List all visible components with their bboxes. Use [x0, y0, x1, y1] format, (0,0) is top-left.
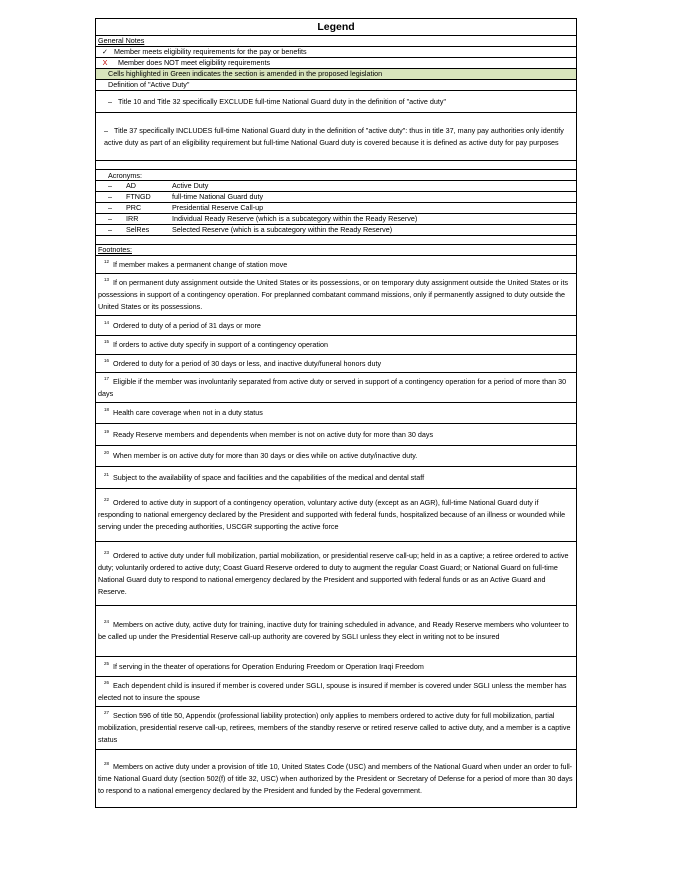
footnote-text: If serving in the theater of operations for Operation Enduring Freedom or Operation Iraqi Freedom — [113, 661, 424, 671]
footnote-text: Members on active duty under a provision of title 10, United States Code (USC) and members of the National Guard when under an order to full-time National Guard duty (section 502(f) of title 32, USC) when authorized by the President or Secretary of Defense for a period of more than 30 days to respond to a national emergency declared by the President and funded by the Federal government. — [98, 761, 573, 795]
dash-glyph: – — [108, 181, 112, 190]
footnote-row — [96, 316, 576, 336]
acronym-row — [96, 203, 576, 214]
acronym-row — [96, 192, 576, 203]
acronym-abbr: AD — [126, 181, 136, 190]
acronym-abbr: FTNGD — [126, 192, 151, 201]
footnote-number: 22 — [104, 497, 110, 502]
dash-glyph: – — [108, 214, 112, 223]
acronyms-header: Acronyms: — [96, 170, 576, 181]
footnote-text: If orders to active duty specify in support of a contingency operation — [113, 340, 328, 349]
legend-title: Legend — [96, 19, 576, 36]
footnote-number: 18 — [104, 407, 110, 412]
footnote-row — [96, 446, 576, 467]
footnote-number: 24 — [104, 619, 110, 624]
footnote-text: Ordered to active duty under full mobilization, partial mobilization, or presidential reserve call-up; held in as a captive; a retiree ordered to active duty; voluntarily ordered to active duty; Coast Guard Reserve ordered to duty to augment the regular Coast Guard; or National Guard on full-time National Guard duty to respond to national emergency declared by the President and supported with federal funds or as an Active Guard and Reserve. — [98, 550, 569, 596]
dash-glyph: – — [108, 225, 112, 234]
footnote-row — [96, 373, 576, 403]
footnote-number: 13 — [104, 276, 110, 282]
footnote-number: 19 — [104, 428, 110, 434]
x-legend-row — [96, 58, 576, 69]
spacer-row — [96, 236, 576, 245]
footnote-number: 14 — [104, 319, 110, 325]
dash-glyph: – — [104, 126, 108, 135]
footnote-number: 21 — [104, 471, 110, 477]
acronym-desc: full-time National Guard duty — [172, 192, 264, 201]
x-legend-text: Member does NOT meet eligibility requirements — [118, 58, 271, 67]
footnote-number: 17 — [104, 375, 110, 381]
footnote-row — [96, 424, 576, 446]
acronym-row — [96, 214, 576, 225]
footnote-number: 15 — [104, 339, 110, 344]
acronym-abbr: PRC — [126, 203, 142, 212]
footnote-row — [96, 274, 576, 316]
dash-glyph: – — [108, 203, 112, 212]
footnote-text: If on permanent duty assignment outside the United States or its possessions, or on temporary duty assignment outside the United States or its possessions in support of a contingency operation. For preplanned combatant command missions, only if permanently assigned to duty outside the United States or its possessions. — [98, 277, 569, 311]
footnote-text: Ordered to duty for a period of 30 days or less, and inactive duty/funeral honors duty — [113, 358, 382, 368]
footnote-text: Ready Reserve members and dependents when member is not on active duty for more than 30 days — [113, 429, 434, 439]
footnote-text: Ordered to active duty in support of a contingency operation, voluntary active duty (except as an AGR), full-time National Guard duty if responding to national emergency declared by the President and supported with federal funds, hospitalized because of an illness or wounded while serving under the preceding authorities, USCGR supporting the active force — [98, 498, 566, 531]
acronym-row — [96, 225, 576, 236]
acronym-abbr: IRR — [126, 214, 139, 223]
footnote-number: 25 — [104, 660, 110, 666]
footnote-number: 12 — [104, 258, 110, 264]
dash-glyph: – — [108, 192, 112, 201]
footnote-row — [96, 542, 576, 606]
legend-table — [95, 18, 577, 808]
check-legend-row — [96, 47, 576, 58]
footnote-text: Each dependent child is insured if member is covered under SGLI, spouse is insured if member is covered under SGLI unless the member has elected not to insure the spouse — [98, 680, 567, 702]
footnote-number: 27 — [104, 710, 110, 715]
active-duty-definition-header: Definition of "Active Duty" — [96, 80, 576, 91]
dash-glyph: – — [108, 97, 112, 106]
title10-note-text: Title 10 and Title 32 specifically EXCLUDE full-time National Guard duty in the definition of "active duty" — [118, 97, 447, 106]
footnote-text: Subject to the availability of space and facilities and the capabilities of the medical and dental staff — [113, 472, 425, 482]
footnote-row — [96, 707, 576, 750]
footnote-row — [96, 489, 576, 542]
footnote-row — [96, 677, 576, 707]
footnote-row — [96, 750, 576, 807]
check-legend-text: Member meets eligibility requirements for the pay or benefits — [114, 47, 307, 56]
footnote-text: When member is on active duty for more than 30 days or dies while on active duty/inactive duty. — [113, 451, 418, 460]
footnote-row — [96, 336, 576, 355]
footnote-row — [96, 467, 576, 489]
footnote-number: 16 — [104, 357, 110, 363]
footnote-number: 26 — [104, 679, 110, 685]
acronym-desc: Active Duty — [172, 181, 209, 190]
x-icon: X — [102, 58, 108, 67]
footnote-row — [96, 355, 576, 373]
footnote-text: Health care coverage when not in a duty status — [113, 408, 263, 417]
footnote-text: Eligible if the member was involuntarily separated from active duty or served in support of a contingency operation for a period of more than 30 days — [98, 376, 567, 398]
title37-note — [96, 113, 576, 161]
footnote-row — [96, 403, 576, 424]
footnote-number: 28 — [104, 760, 110, 766]
acronym-desc: Individual Ready Reserve (which is a subcategory within the Ready Reserve) — [172, 214, 418, 223]
title37-note-text: Title 37 specifically INCLUDES full-time National Guard duty in the definition of "active duty": thus in title 37, many pay authorities only identify active duty as part of an eligibility requirement but full-time National Guard duty is covered because it is defined as active duty for pay purposes — [104, 126, 564, 147]
spacer-row — [96, 161, 576, 170]
footnote-number: 23 — [104, 549, 110, 555]
title10-note — [96, 91, 576, 113]
general-notes-header: General Notes — [96, 36, 576, 47]
footnote-text: Section 596 of title 50, Appendix (professional liability protection) only applies to members ordered to active duty for full mobilization, partial mobilization, presidential reserve call-up, retirees, members of the standby reserve or retired reserve called to active duty, and a member is a captive status — [98, 711, 571, 744]
green-legend-row: Cells highlighted in Green indicates the section is amended in the proposed legislation — [96, 69, 576, 80]
footnote-row — [96, 657, 576, 677]
footnote-text: Members on active duty, active duty for training, inactive duty for training scheduled in advance, and Ready Reserve members who volunteer to be called up under the Presidential Reserve call-up authority are covered by SGLI unless they elect in writing not to be insured — [98, 620, 569, 641]
acronym-row — [96, 181, 576, 192]
footnotes-header: Footnotes: — [96, 245, 576, 256]
footnote-number: 20 — [104, 450, 110, 455]
footnote-text: If member makes a permanent change of station move — [113, 259, 288, 269]
footnote-row — [96, 256, 576, 274]
acronym-desc: Selected Reserve (which is a subcategory within the Ready Reserve) — [172, 225, 393, 234]
check-icon: ✓ — [101, 47, 109, 56]
acronym-abbr: SelRes — [126, 225, 150, 234]
acronym-desc: Presidential Reserve Call-up — [172, 203, 264, 212]
footnote-text: Ordered to duty of a period of 31 days or more — [113, 320, 261, 330]
footnote-row — [96, 606, 576, 657]
